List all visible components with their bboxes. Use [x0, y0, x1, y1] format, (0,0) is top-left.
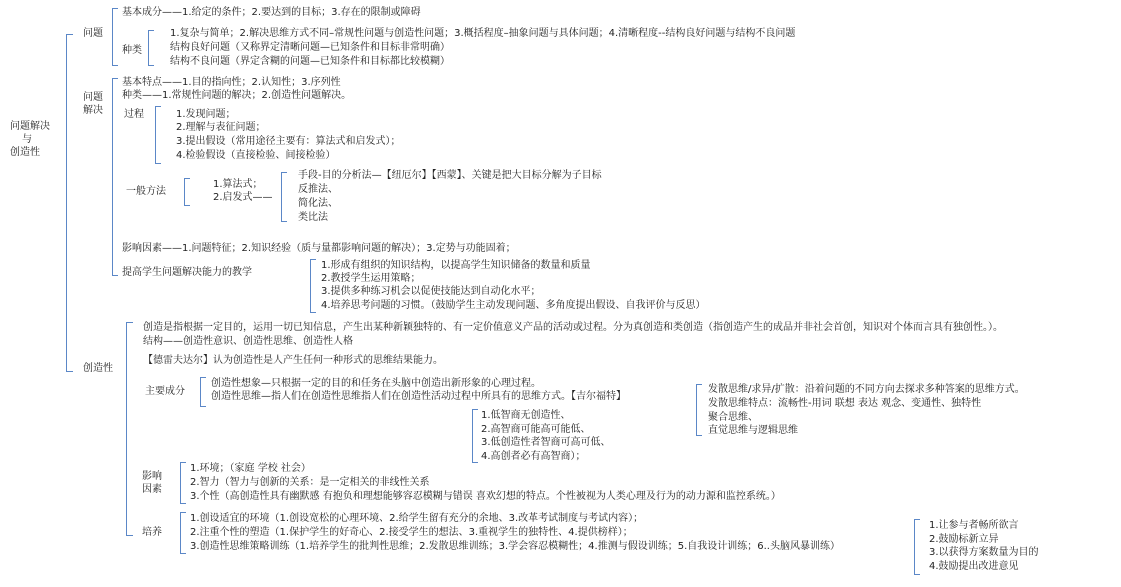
process-2: 2.理解与表征问题；	[176, 122, 266, 133]
root-title: 问题解决 与 创造性	[10, 121, 50, 158]
jiejue-kinds: 种类——1.常规性问题的解决；2.创造性问题解决。	[122, 90, 352, 101]
heuristic-bracket	[281, 172, 287, 222]
method-2: 2.启发式——	[213, 192, 273, 203]
process-label: 过程	[124, 109, 144, 120]
comp-label: 主要成分	[145, 386, 185, 397]
process-4: 4.检验假设（直接检验、间接检验）	[176, 150, 336, 161]
method-bracket	[184, 178, 190, 206]
chuangzao-def: 创造是指根据一定目的，运用一切已知信息，产生出某种新颖独特的、有一定价值意义产品的活动或过程。分为真创造和类创造（指创造产生的成品并非社会首创，知识对个体而言具有独创性。）。	[143, 322, 1003, 333]
comp-bracket	[200, 377, 206, 407]
iq-2: 2.高智商可能高可能低、	[481, 424, 591, 435]
improve-2: 2.教授学生运用策略；	[321, 273, 421, 284]
process-1: 1.发现问题；	[176, 109, 236, 120]
improve-4: 4.培养思考问题的习惯。（鼓励学生主动发现问题、多角度提出假设、自我评价与反思）	[321, 300, 706, 311]
improve-label: 提高学生问题解决能力的教学	[122, 267, 252, 278]
method-1: 1.算法式；	[213, 179, 263, 190]
wenti-kinds-label: 种类	[122, 45, 142, 56]
infl-label: 影响 因素	[142, 471, 162, 495]
chuangzao-bracket	[126, 322, 133, 536]
infl-bracket	[180, 462, 186, 504]
brain-3: 3.以获得方案数量为目的	[929, 547, 1039, 558]
chuangzao-structure: 结构——创造性意识、创造性思维、创造性人格	[143, 336, 353, 347]
chuangzao-sternberg: 【德雷夫达尔】认为创造性是人产生任何一种形式的思维结果能力。	[143, 355, 443, 366]
divergent-4: 直觉思维与逻辑思维	[708, 425, 798, 436]
improve-bracket	[310, 259, 316, 313]
chuangzao-title: 创造性	[83, 363, 113, 374]
heuristic-3: 简化法、	[298, 198, 338, 209]
infl-3: 3.个性（高创造性具有幽默感 有抱负和理想能够容忍模糊与错误 喜欢幻想的特点。个性被视为人类心理及行为的动力源和监控系统。）	[190, 491, 781, 502]
wenti-kind-1: 1.复杂与简单；2.解决思维方式不同–常规性问题与创造性问题；3.概括程度–抽象问题与具体问题；4.清晰程度--结构良好问题与结构不良问题	[170, 28, 796, 39]
improve-3: 3.提供多种练习机会以促使技能达到自动化水平；	[321, 286, 541, 297]
wenti-bracket	[112, 8, 118, 66]
method-label: 一般方法	[126, 186, 166, 197]
train-bracket	[180, 512, 186, 554]
iq-1: 1.低智商无创造性、	[481, 410, 571, 421]
train-label: 培养	[142, 527, 162, 538]
divergent-1: 发散思维/求异/扩散：沿着问题的不同方向去探求多种答案的思维方式。	[708, 384, 1025, 395]
divergent-bracket	[696, 384, 702, 436]
wenti-kind-3: 结构不良问题（界定含糊的问题—已知条件和目标都比较模糊）	[170, 56, 450, 67]
wenti-title: 问题	[83, 28, 103, 39]
iq-bracket	[472, 409, 478, 463]
wenti-kind-2: 结构良好问题（又称界定清晰问题—已知条件和目标非常明确）	[170, 42, 450, 53]
infl-2: 2.智力（智力与创新的关系：是一定相关的非线性关系	[190, 477, 430, 488]
comp-1: 创造性想象—只根据一定的目的和任务在头脑中创造出新形象的心理过程。	[211, 378, 541, 389]
brain-4: 4.鼓励提出改进意见	[929, 561, 1019, 572]
jiejue-bracket	[112, 78, 118, 276]
divergent-3: 聚合思维、	[708, 412, 758, 423]
process-bracket	[155, 106, 161, 164]
train-3: 3.创造性思维策略训练（1.培养学生的批判性思维；2.发散思维训练；3.学会容忍模糊性；4.推测与假设训练；5.自我设计训练；6..头脑风暴训练）	[190, 541, 840, 552]
brain-2: 2.鼓励标新立异	[929, 534, 999, 545]
comp-2: 创造性思维—指人们在创造性思维指人们在创造性活动过程中所具有的思维方式。【吉尔福特】	[211, 391, 626, 402]
improve-1: 1.形成有组织的知识结构，以提高学生知识储备的数量和质量	[321, 260, 591, 271]
iq-4: 4.高创者必有高智商）；	[481, 451, 586, 462]
heuristic-1: 手段-目的分析法—【纽厄尔】【西蒙】、关键是把大目标分解为子目标	[298, 170, 602, 181]
jiejue-features: 基本特点——1.目的指向性；2.认知性；3.序列性	[122, 77, 341, 88]
brain-1: 1.让参与者畅所欲言	[929, 520, 1019, 531]
train-2: 2.注重个性的塑造（1.保护学生的好奇心、2.接受学生的想法、3.重视学生的独特性、4.提供榜样）；	[190, 527, 633, 538]
wenti-basic: 基本成分——1.给定的条件；2.要达到的目标；3.存在的限制或障碍	[122, 7, 421, 18]
jiejue-factors: 影响因素——1.问题特征；2.知识经验（质与量都影响问题的解决）；3.定势与功能固着；	[122, 243, 516, 254]
train-1: 1.创设适宜的环境（1.创设宽松的心理环境、2.给学生留有充分的余地、3.改革考试制度与考试内容）；	[190, 513, 644, 524]
jiejue-title: 问题 解决	[83, 92, 103, 116]
heuristic-2: 反推法、	[298, 184, 338, 195]
process-3: 3.提出假设（常用途径主要有：算法式和启发式）；	[176, 136, 401, 147]
wenti-kinds-bracket	[148, 30, 154, 66]
heuristic-4: 类比法	[298, 212, 328, 223]
divergent-2: 发散思维特点：流畅性-用词 联想 表达 观念、变通性、独特性	[708, 398, 982, 409]
root-bracket	[66, 34, 73, 372]
infl-1: 1.环境；（家庭 学校 社会）	[190, 463, 311, 474]
iq-3: 3.低创造性者智商可高可低、	[481, 437, 611, 448]
brain-bracket	[914, 519, 920, 575]
